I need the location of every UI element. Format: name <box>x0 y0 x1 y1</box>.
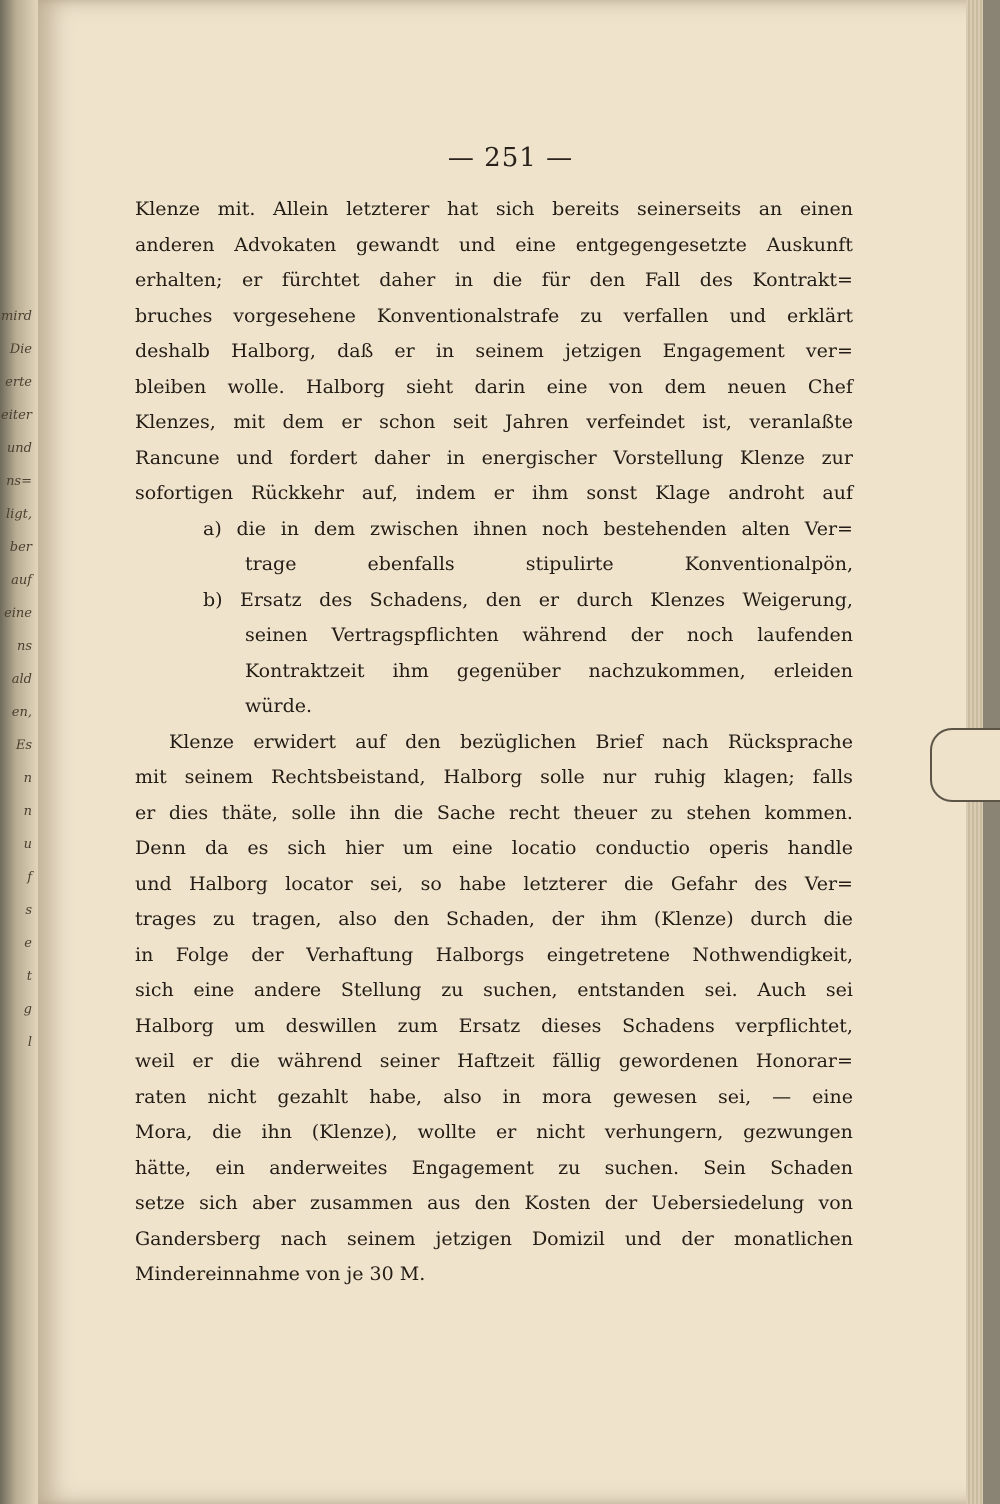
text-line: er dies thäte, solle ihn die Sache recht theuer zu stehen kommen. <box>135 801 853 824</box>
text-line: Mindereinnahme von je 30 M. <box>135 1263 426 1285</box>
text-line: trage ebenfalls stipulirte Konventionalpön, <box>245 553 853 575</box>
text-line: Halborg um deswillen zum Ersatz dieses Schadens verpflichtet, <box>135 1014 853 1037</box>
margin-fragment: ns <box>16 639 32 654</box>
text-line: Klenze erwidert auf den bezüglichen Brief nach Rücksprache <box>169 730 853 753</box>
text-line: a) die in dem zwischen ihnen noch bestehenden alten Ver= <box>203 517 853 540</box>
text-line: sich eine andere Stellung zu suchen, entstanden sei. Auch sei <box>135 979 853 1001</box>
text-line: anderen Advokaten gewandt und eine entgegengesetzte Auskunft <box>135 233 853 256</box>
text-line: sofortigen Rückkehr auf, indem er ihm sonst Klage androht auf <box>135 482 853 504</box>
margin-fragment: ber <box>9 540 32 555</box>
page-number: — 251 — <box>447 143 574 173</box>
margin-fragment: u <box>23 837 32 852</box>
margin-fragment: ns= <box>6 474 32 489</box>
margin-fragment: l <box>27 1035 32 1050</box>
margin-fragment: mird <box>0 309 32 324</box>
margin-fragment: n <box>23 771 32 786</box>
margin-fragment: en, <box>11 705 32 720</box>
margin-fragment: eine <box>4 606 32 621</box>
text-line: hätte, ein anderweites Engagement zu suchen. Sein Schaden <box>135 1156 853 1179</box>
text-line: würde. <box>245 695 313 717</box>
margin-fragment: ald <box>11 672 32 687</box>
margin-fragment: n <box>23 804 32 819</box>
text-line: deshalb Halborg, daß er in seinem jetzigen Engagement ver= <box>135 340 853 362</box>
text-line: b) Ersatz des Schadens, den er durch Klenzes Weigerung, <box>203 588 853 611</box>
margin-fragment: erte <box>5 375 32 390</box>
margin-fragment: f <box>27 870 32 885</box>
previous-page-margin <box>0 300 36 1300</box>
text-line: Rancune und fordert daher in energischer Vorstellung Klenze zur <box>135 446 853 469</box>
text-line: raten nicht gezahlt habe, also in mora gewesen sei, — eine <box>135 1085 853 1108</box>
margin-fragment: ligt, <box>6 507 32 522</box>
text-line: und Halborg locator sei, so habe letzterer die Gefahr des Ver= <box>135 872 853 895</box>
text-line: Klenze mit. Allein letzterer hat sich bereits seinerseits an einen <box>135 198 853 220</box>
text-line: Klenzes, mit dem er schon seit Jahren verfeindet ist, veranlaßte <box>135 411 853 433</box>
text-line: seinen Vertragspflichten während der noch laufenden <box>245 624 853 646</box>
margin-fragment: auf <box>11 573 32 588</box>
book-page <box>38 0 983 1504</box>
bookmark-tab <box>930 728 1000 802</box>
margin-fragment: eiter <box>1 408 32 423</box>
margin-fragment: t <box>26 969 32 984</box>
text-line: in Folge der Verhaftung Halborgs eingetretene Nothwendigkeit, <box>135 943 853 966</box>
text-line: Mora, die ihn (Klenze), wollte er nicht verhungern, gezwungen <box>135 1121 853 1143</box>
margin-fragment: und <box>6 441 32 456</box>
text-line: Denn da es sich hier um eine locatio conductio operis handle <box>135 837 853 859</box>
margin-fragment: Es <box>15 738 32 753</box>
text-line: Gandersberg nach seinem jetzigen Domizil und der monatlichen <box>135 1227 853 1250</box>
text-line: Kontraktzeit ihm gegenüber nachzukommen, erleiden <box>245 659 853 682</box>
margin-fragment: s <box>25 903 32 918</box>
text-line: bleiben wolle. Halborg sieht darin eine von dem neuen Chef <box>135 375 853 398</box>
margin-fragment: Die <box>9 342 32 357</box>
text-line: mit seinem Rechtsbeistand, Halborg solle nur ruhig klagen; falls <box>135 766 853 788</box>
text-line: erhalten; er fürchtet daher in die für den Fall des Kontrakt= <box>135 269 853 291</box>
text-line: bruches vorgesehene Konventionalstrafe zu verfallen und erklärt <box>135 304 853 327</box>
margin-fragment: e <box>24 936 32 951</box>
body-text <box>135 192 853 1293</box>
text-line: weil er die während seiner Haftzeit fällig gewordenen Honorar= <box>135 1050 853 1072</box>
margin-fragment: g <box>23 1002 32 1017</box>
text-line: trages zu tragen, also den Schaden, der ihm (Klenze) durch die <box>135 908 853 930</box>
text-line: setze sich aber zusammen aus den Kosten der Uebersiedelung von <box>135 1192 853 1214</box>
